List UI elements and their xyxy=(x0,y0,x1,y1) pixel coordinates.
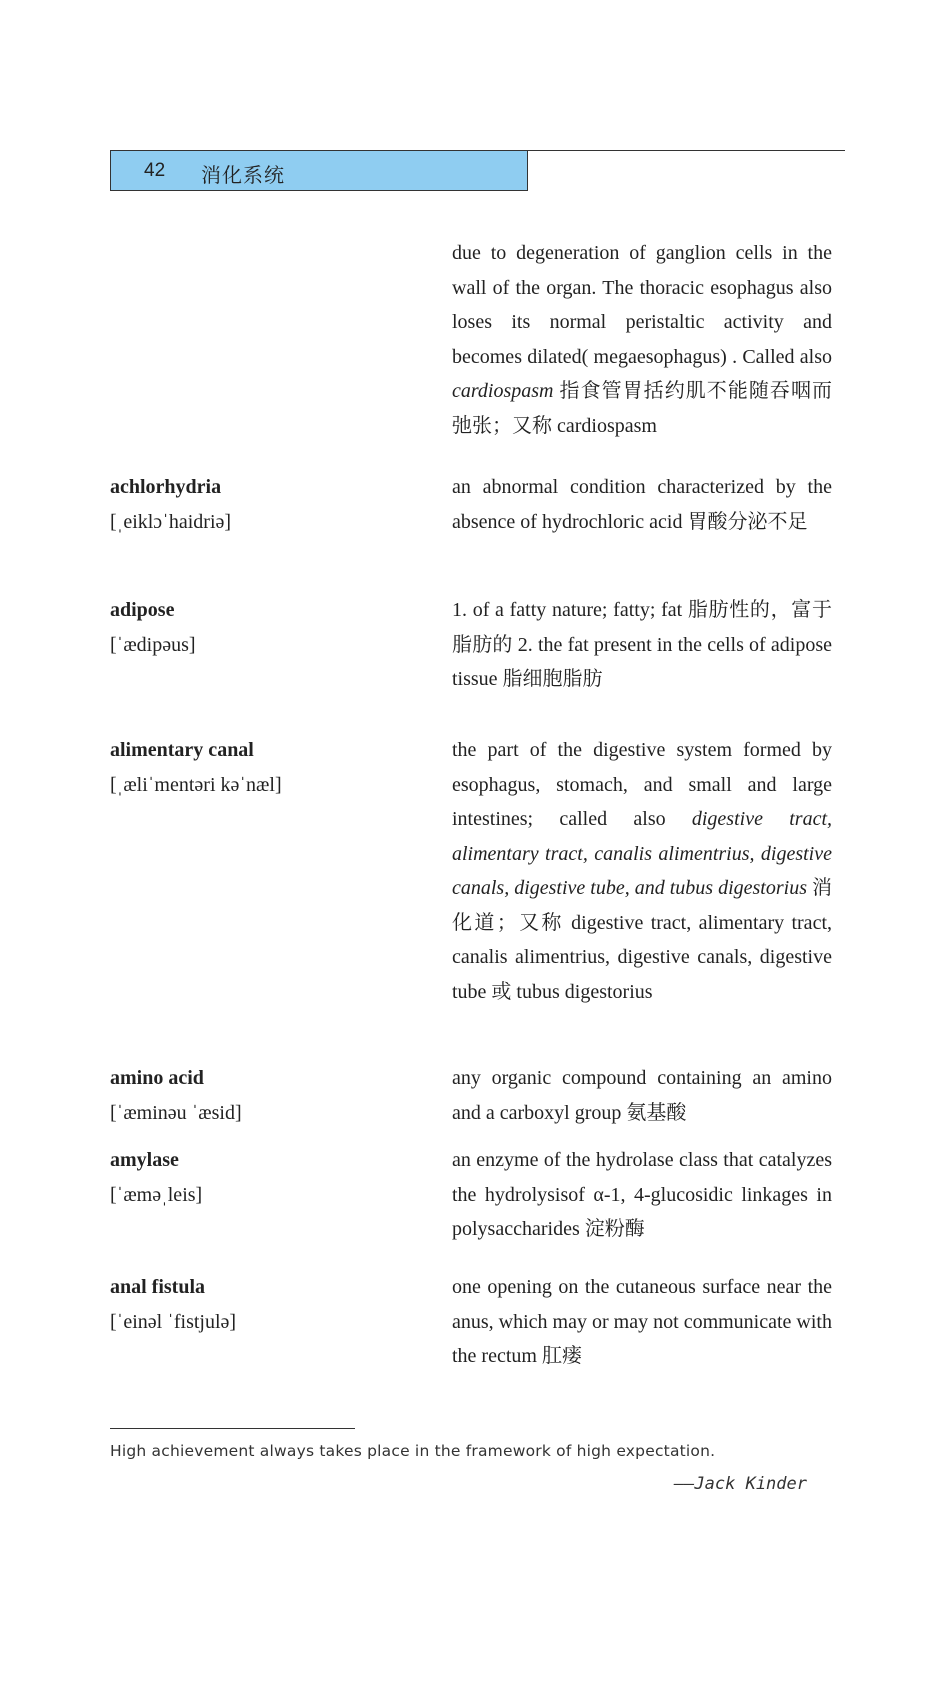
entry-phonetic: [ˈæməˌleis] xyxy=(110,1183,203,1206)
entry-word: anal fistula xyxy=(110,1276,206,1298)
entry-word: achlorhydria xyxy=(110,476,222,498)
entry-term xyxy=(110,1143,440,1212)
entry-term xyxy=(110,1270,440,1339)
entry-definition: one opening on the cutaneous surface near the anus, which may or may not communicate with the rectum 肛瘘 xyxy=(452,1276,832,1367)
footnote-rule xyxy=(110,1428,355,1429)
entry-word: amino acid xyxy=(110,1067,204,1089)
entry-word: amylase xyxy=(110,1149,179,1171)
entry-phonetic: [ˌeiklɔˈhaidriə] xyxy=(110,510,232,533)
entry-term xyxy=(110,470,440,539)
quote-author: ——Jack Kinder xyxy=(673,1474,807,1494)
page-number: 42 xyxy=(144,160,166,181)
footer-quote: High achievement always takes place in the framework of high expectation. xyxy=(110,1442,716,1460)
entry-phonetic: [ˈæminəu ˈæsid] xyxy=(110,1101,242,1124)
entry-term xyxy=(110,593,440,662)
running-header xyxy=(110,151,528,191)
entry-word: adipose xyxy=(110,599,175,621)
entry-phonetic: [ˈeinəl ˈfistjulə] xyxy=(110,1310,237,1333)
entry-definition: an enzyme of the hydrolase class that catalyzes the hydrolysisof α-1, 4-glucosidic linkages in polysaccharides 淀粉酶 xyxy=(452,1149,832,1240)
entry-definition: 1. of a fatty nature; fatty; fat 脂肪性的，富于脂肪的 2. the fat present in the cells of adipose tissue 脂细胞脂肪 xyxy=(452,599,832,690)
entry-phonetic: [ˈædipəus] xyxy=(110,633,196,656)
continued-definition: due to degeneration of ganglion cells in the wall of the organ. The thoracic esophagus also loses its normal peristaltic activity and becomes dilated( megaesophagus) . Called also cardiospasm 指食管胃括约肌不能随吞咽而弛张；又称 cardiospasm xyxy=(452,242,832,437)
entry-definition: any organic compound containing an amino and a carboxyl group 氨基酸 xyxy=(452,1067,832,1124)
entry-phonetic: [ˌæliˈmentəri kəˈnæl] xyxy=(110,773,282,796)
entry-term xyxy=(110,1061,440,1130)
entry-term xyxy=(110,733,440,802)
entry-definition: an abnormal condition characterized by the absence of hydrochloric acid 胃酸分泌不足 xyxy=(452,476,832,533)
entry-definition: the part of the digestive system formed by esophagus, stomach, and small and large intestines; called also digestive tract, alimentary tract, canalis alimentrius, digestive canals, digestive tube, and tubus digestorius 消化道；又称 digestive tract, alimentary tract, canalis alimentrius, digestive canals, digestive tube 或 tubus digestorius xyxy=(452,739,832,1003)
entry-word: alimentary canal xyxy=(110,739,254,761)
chapter-title: 消化系统 xyxy=(201,163,285,187)
